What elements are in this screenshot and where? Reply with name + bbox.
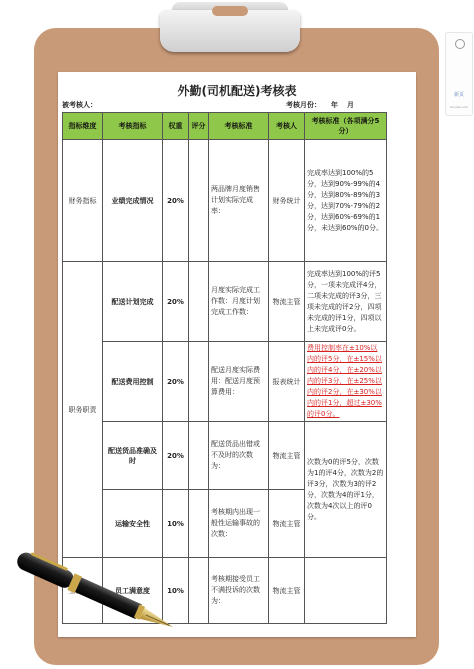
col-header-standard: 考核标准 [209, 113, 269, 140]
cell-assessor: 报表统计 [269, 342, 305, 422]
col-header-score: 评分 [189, 113, 209, 140]
cell-standard: 考核期内出现一般性运输事故的次数： [209, 490, 269, 558]
year-label: 年 [331, 101, 338, 109]
tag-brand: 新页 [453, 92, 464, 98]
cell-indicator: 配送费用控制 [103, 342, 163, 422]
cell-standard: 配送月度实际费用：配送月度预算费用： [209, 342, 269, 422]
cell-indicator: 配送货品准确及时 [103, 422, 163, 490]
sheet-title: 外勤(司机配送)考核表 [177, 84, 297, 98]
col-header-criteria: 考核标准（各项满分5分） [305, 113, 387, 140]
cell-assessor: 物流主管 [269, 558, 305, 624]
pen-barrel [75, 578, 142, 619]
month-label: 考核月份： [286, 101, 321, 109]
col-header-indicator: 考核指标 [103, 113, 163, 140]
cell-weight: 20% [163, 262, 189, 342]
col-header-assessor: 考核人 [269, 113, 305, 140]
cell-indicator: 配送计划完成 [103, 262, 163, 342]
pen-group [14, 548, 177, 635]
cell-weight: 20% [163, 422, 189, 490]
col-header-dimension: 指标维度 [63, 113, 103, 140]
cell-standard: 两品牌月度销售计划实际完成率： [209, 140, 269, 262]
cell-assessor: 物流主管 [269, 422, 305, 490]
criteria-red-text: 费用控制率在±10%以内的评5分，在±15%以内的评4分，在±20%以内的评3分，在±25%以内的评2分，在±30%以内的评1分，超过±30%的评0分。 [307, 344, 382, 418]
cell-criteria: 完成率达到100%的5分，达到90%-99%的4分，达到80%-89%的3分，达到70%-79%的2分，达到60%-69%的1分，未达到60%的0分。 [305, 140, 387, 262]
cell-weight: 20% [163, 342, 189, 422]
tag-sub: xinyezs.com [449, 105, 469, 109]
cell-standard: 月度实际完成工作数：月度计划完成工作数： [209, 262, 269, 342]
assessee-label: 被考核人： [62, 101, 97, 109]
cell-weight: 20% [163, 140, 189, 262]
cell-assessor: 物流主管 [269, 262, 305, 342]
month-unit-label: 月 [347, 101, 354, 109]
dimension-label: 职务职责 [68, 405, 97, 414]
cell-weight: 10% [163, 558, 189, 624]
cell-assessor: 物流主管 [269, 490, 305, 558]
col-header-weight: 权重 [163, 113, 189, 140]
cell-assessor: 财务统计 [269, 140, 305, 262]
cell-indicator: 运输安全性 [103, 490, 163, 558]
cell-weight: 10% [163, 490, 189, 558]
cell-criteria: 次数为0的评5分，次数为1的评4分，次数为2的评3分，次数为3的评2分，次数为4的评1分，次数为4次以上的评0分。 [305, 422, 387, 558]
cell-dimension: 财务指标 [63, 140, 103, 262]
cell-criteria: 完成率达到100%的评5分，一项未完成评4分，二项未完成的评3分，三项未完成的评2分，四项未完成的评1分，四项以上未完成评0分。 [305, 262, 387, 342]
cell-indicator: 业绩完成情况 [103, 140, 163, 262]
cell-indicator: 员工满意度 [103, 558, 163, 624]
pen-cap [14, 550, 76, 591]
cell-standard: 配送货品出错或不及时的次数为： [209, 422, 269, 490]
cell-standard: 考核期接受员工不满投诉的次数为： [209, 558, 269, 624]
